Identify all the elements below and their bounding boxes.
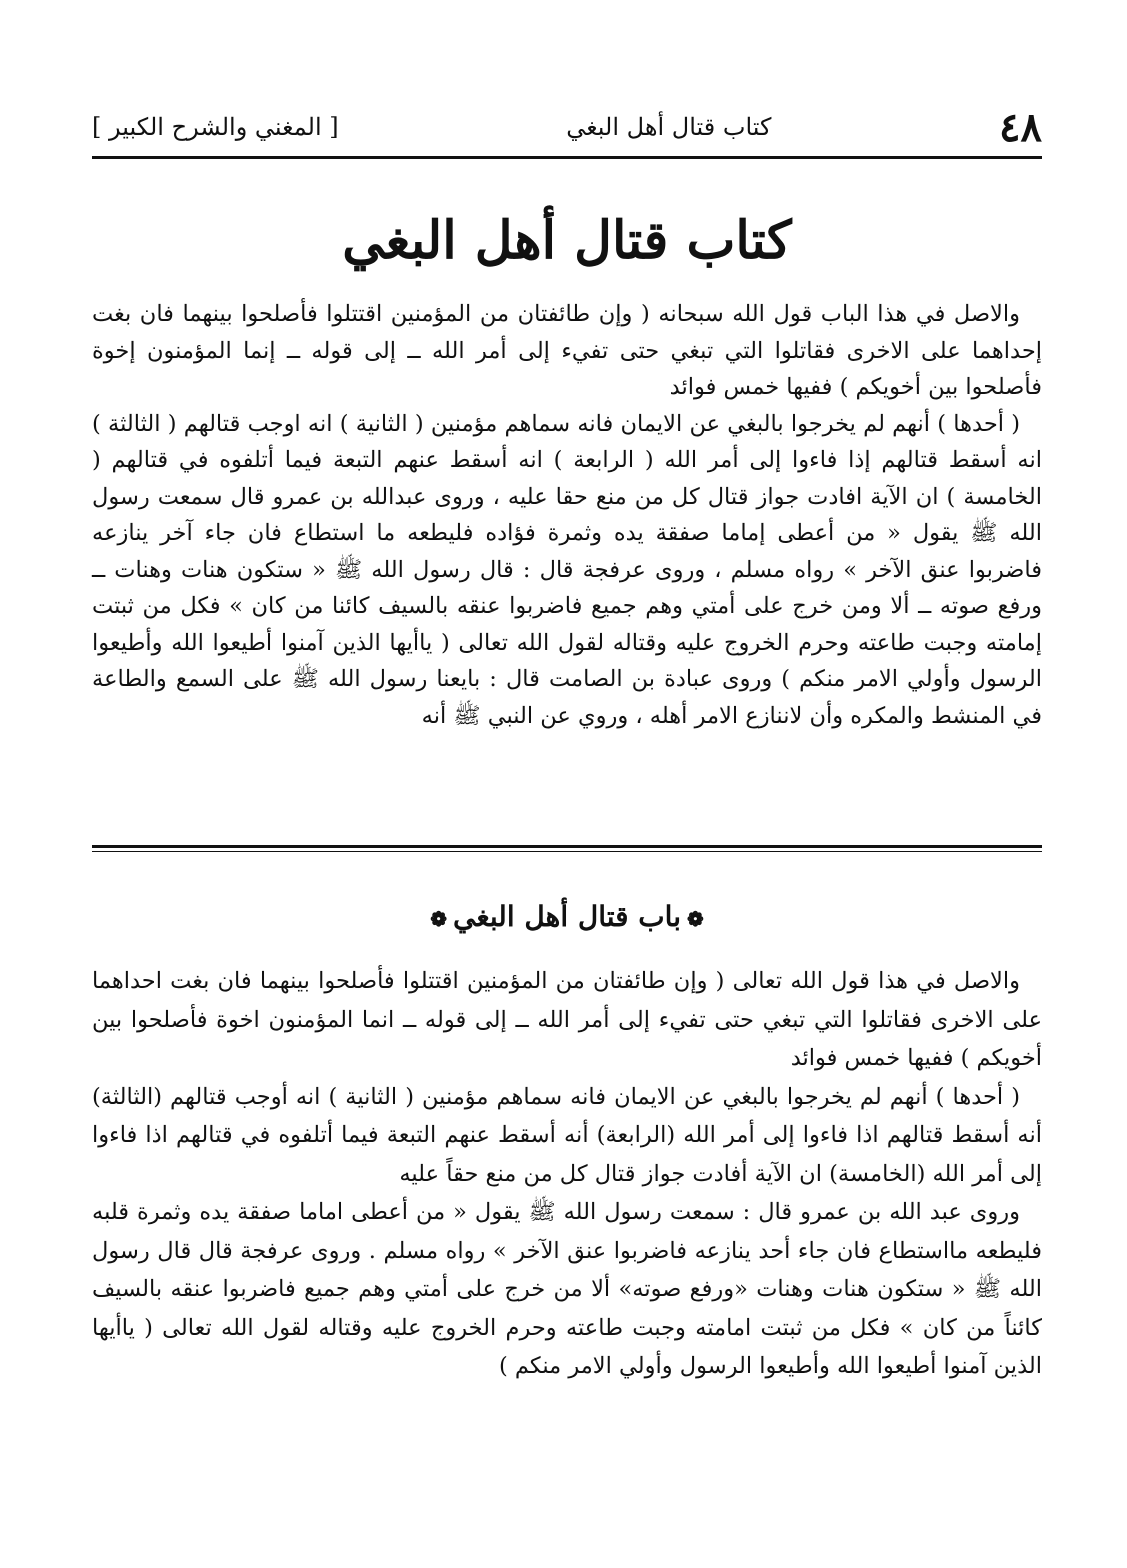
running-title: كتاب قتال أهل البغي xyxy=(566,113,772,141)
chapter-title: كتاب قتال أهل البغي xyxy=(342,210,792,271)
page-number: ٤٨ xyxy=(999,103,1042,151)
section-heading xyxy=(92,900,1042,933)
header-rule xyxy=(92,156,1042,159)
series-title: [ المغني والشرح الكبير ] xyxy=(92,113,339,141)
section-divider-thin xyxy=(92,851,1042,852)
section-divider xyxy=(92,845,1042,848)
section-heading-text: باب قتال أهل البغي xyxy=(453,900,681,933)
ornament-icon: ❁ xyxy=(687,907,704,931)
upper-text-section xyxy=(92,296,1042,734)
page-header xyxy=(92,98,1042,156)
paragraph: وروى عبد الله بن عمرو قال : سمعت رسول الله ﷺ يقول « من أعطى اماما صفقة يده وثمرة قلبه فليطعه مااستطاع فان جاء أحد ينازعه فاضربوا عنق الآخر » رواه مسلم . وروى عرفجة قال قال رسول الله ﷺ « ستكون هنات وهنات «ورفع صوته» ألا من خرج على أمتي وهم جميع فاضربوا عنقه بالسيف كائناً من كان » فكل من ثبتت امامته وجبت طاعته وحرم الخروج عليه وقتاله لقول الله تعالى ( ياأيها الذين آمنوا أطيعوا الله وأطيعوا الرسول وأولي الامر منكم ) xyxy=(92,1199,1042,1379)
paragraph: والاصل في هذا الباب قول الله سبحانه ( وإن طائفتان من المؤمنين اقتتلوا فأصلحوا بينهما فان بغت إحداهما على الاخرى فقاتلوا التي تبغي حتى تفيء إلى أمر الله ــ إلى قوله ــ إنما المؤمنون إخوة فأصلحوا بين أخويكم ) ففيها خمس فوائد xyxy=(92,301,1042,400)
ornament-icon: ❁ xyxy=(430,907,447,931)
paragraph: ( أحدها ) أنهم لم يخرجوا بالبغي عن الايمان فانه سماهم مؤمنين ( الثانية ) انه أوجب قتالهم (الثالثة) أنه أسقط قتالهم اذا فاءوا إلى أمر الله (الرابعة) أنه أسقط عنهم التبعة فيما أتلفوه في قتالهم اذا فاءوا إلى أمر الله (الخامسة) ان الآية أفادت جواز قتال كل من منع حقاً عليه xyxy=(92,1083,1042,1187)
paragraph: ( أحدها ) أنهم لم يخرجوا بالبغي عن الايمان فانه سماهم مؤمنين ( الثانية ) انه اوجب قتالهم ( الثالثة ) انه أسقط قتالهم إذا فاءوا إلى أمر الله ( الرابعة ) انه أسقط عنهم التبعة فيما أتلفوه في قتالهم ( الخامسة ) ان الآية افادت جواز قتال كل من منع حقا عليه ، وروى عبدالله بن عمرو قال سمعت رسول الله ﷺ يقول « من أعطى إماما صفقة يده وثمرة فؤاده فليطعه ما استطاع فان جاء آخر ينازعه فاضربوا عنق الآخر » رواه مسلم ، وروى عرفجة قال : قال رسول الله ﷺ « ستكون هنات وهنات ــ ورفع صوته ــ ألا ومن خرج على أمتي وهم جميع فاضربوا عنقه بالسيف كائنا من كان » فكل من ثبتت إمامته وجبت طاعته وحرم الخروج عليه وقتاله لقول الله تعالى ( ياأيها الذين آمنوا أطيعوا الله وأطيعوا الرسول وأولي الامر منكم ) وروى عبادة بن الصامت قال : بايعنا رسول الله ﷺ على السمع والطاعة في المنشط والمكره وأن لاننازع الامر أهله ، وروي عن النبي ﷺ أنه xyxy=(92,410,1042,729)
paragraph: والاصل في هذا قول الله تعالى ( وإن طائفتان من المؤمنين اقتتلوا فأصلحوا بينهما فان بغت احداهما على الاخرى فقاتلوا التي تبغي حتى تفيء إلى أمر الله ــ إلى قوله ــ انما المؤمنون اخوة فأصلحوا بين أخويكم ) ففيها خمس فوائد xyxy=(92,968,1042,1071)
lower-text-section xyxy=(92,962,1042,1386)
